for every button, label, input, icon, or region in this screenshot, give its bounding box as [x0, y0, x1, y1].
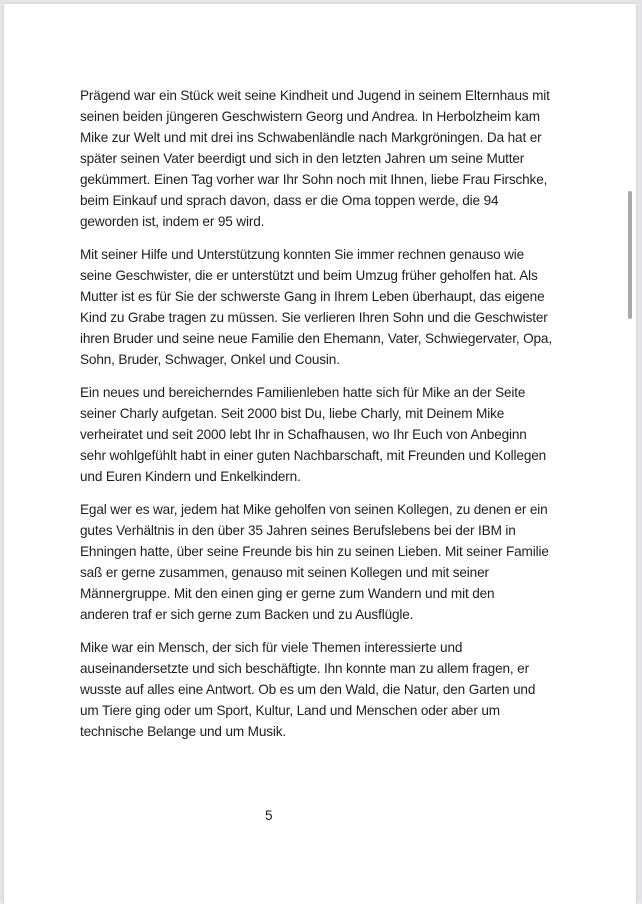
text-line: um Tiere ging oder um Sport, Kultur, Land und Menschen oder aber um	[80, 703, 500, 718]
text-line: später seinen Vater beerdigt und sich in den letzten Jahren um seine Mutter	[80, 151, 525, 166]
text-line: auseinandersetzte und sich beschäftigte. Ihn konnte man zu allem fragen, er	[80, 661, 529, 676]
text-line: ihren Bruder und seine neue Familie den Ehemann, Vater, Schwiegervater, Opa,	[80, 331, 552, 346]
document-page	[4, 4, 636, 904]
text-line: seine Geschwister, die er unterstützt und beim Umzug früher geholfen hat. Als	[80, 268, 538, 283]
paragraph-childhood	[80, 85, 580, 232]
text-line: Ehningen hatte, über seine Freunde bis hin zu seinen Lieben. Mit seiner Familie	[80, 544, 549, 559]
text-line: Kind zu Grabe tragen zu müssen. Sie verlieren Ihren Sohn und die Geschwister	[80, 310, 548, 325]
text-line: seinen beiden jüngeren Geschwistern Georg und Andrea. In Herbolzheim kam	[80, 109, 540, 124]
page-content	[80, 85, 580, 754]
text-line: Männergruppe. Mit den einen ging er gerne zum Wandern und mit den	[80, 586, 495, 601]
text-line: Sohn, Bruder, Schwager, Onkel und Cousin.	[80, 352, 340, 367]
text-line: geworden ist, indem er 95 wird.	[80, 214, 265, 229]
text-line: Egal wer es war, jedem hat Mike geholfen von seinen Kollegen, zu denen er ein	[80, 502, 548, 517]
text-line: beim Einkauf und sprach davon, dass er die Oma toppen werde, die 94	[80, 193, 499, 208]
text-line: wusste auf alles eine Antwort. Ob es um den Wald, die Natur, den Garten und	[80, 682, 536, 697]
text-line: Mutter ist es für Sie der schwerste Gang in Ihrem Leben überhaupt, das eigene	[80, 289, 545, 304]
text-line: technische Belange und um Musik.	[80, 724, 287, 739]
text-line: gutes Verhältnis in den über 35 Jahren seines Berufslebens bei der IBM in	[80, 523, 516, 538]
text-line: saß er gerne zusammen, genauso mit seinen Kollegen und mit seiner	[80, 565, 489, 580]
text-line: verheiratet und seit 2000 lebt Ihr in Schafhausen, wo Ihr Euch von Anbeginn	[80, 427, 527, 442]
paragraph-support	[80, 244, 580, 370]
page-number: 5	[265, 808, 273, 823]
text-line: Ein neues und bereicherndes Familienleben hatte sich für Mike an der Seite	[80, 385, 526, 400]
paragraph-colleagues	[80, 499, 580, 625]
text-line: Mike war ein Mensch, der sich für viele Themen interessierte und	[80, 640, 463, 655]
text-line: anderen traf er sich gerne zum Backen und zu Ausflügle.	[80, 607, 414, 622]
paragraph-interests	[80, 637, 580, 742]
scrollbar-thumb[interactable]	[628, 191, 632, 319]
text-line: Prägend war ein Stück weit seine Kindheit und Jugend in seinem Elternhaus mit	[80, 88, 550, 103]
text-line: Mike zur Welt und mit drei ins Schwabenländle nach Markgröningen. Da hat er	[80, 130, 542, 145]
vertical-scrollbar[interactable]	[628, 0, 638, 900]
text-line: seiner Charly aufgetan. Seit 2000 bist Du, liebe Charly, mit Deinem Mike	[80, 406, 505, 421]
text-line: Mit seiner Hilfe und Unterstützung konnten Sie immer rechnen genauso wie	[80, 247, 525, 262]
text-line: gekümmert. Einen Tag vorher war Ihr Sohn noch mit Ihnen, liebe Frau Firschke,	[80, 172, 548, 187]
text-line: und Euren Kindern und Enkelkindern.	[80, 469, 301, 484]
paragraph-family	[80, 382, 580, 487]
text-line: sehr wohlgefühlt habt in einer guten Nachbarschaft, mit Freunden und Kollegen	[80, 448, 547, 463]
